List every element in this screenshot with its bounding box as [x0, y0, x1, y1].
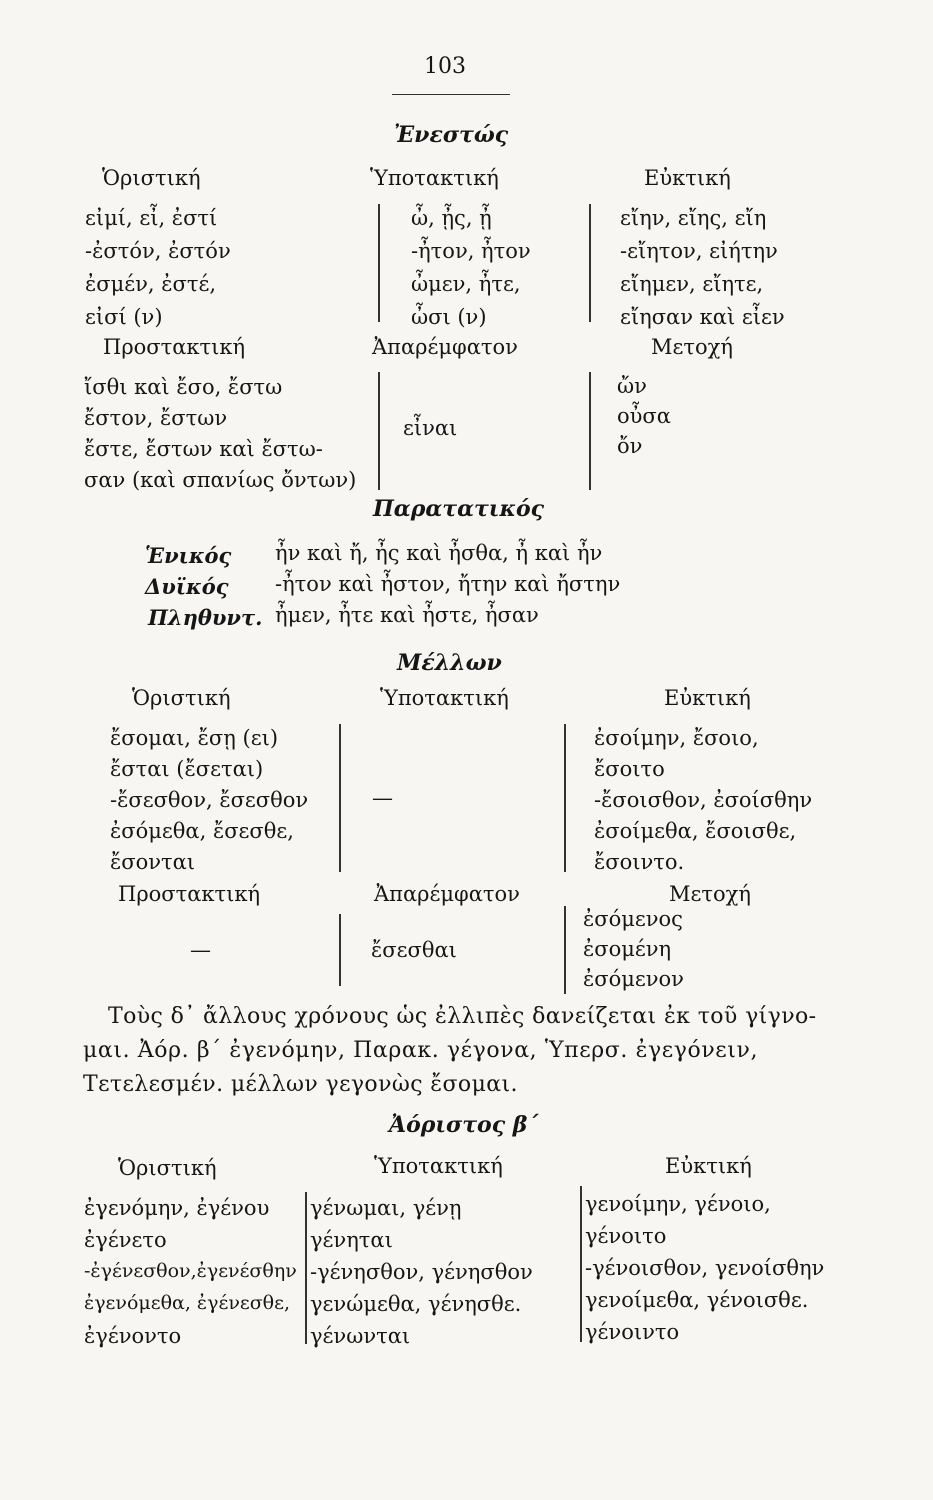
form-line: ἔσονται	[110, 850, 196, 874]
column-divider	[564, 724, 566, 872]
form-line: γένωμαι, γένῃ	[310, 1196, 462, 1220]
form-line: γένηται	[310, 1228, 393, 1252]
number-label-singular: Ἑνικός	[145, 543, 232, 568]
future-infinitive: ἔσεσθαι	[371, 938, 457, 962]
form-line: γένοιτο	[585, 1224, 667, 1248]
column-divider	[589, 372, 591, 490]
column-divider	[378, 372, 380, 490]
form-line: ἔστε, ἔστων καὶ ἔστω-	[84, 437, 323, 461]
imperfect-singular-forms: ἦν καὶ ἤ, ἦς καὶ ἦσθα, ἦ καὶ ἦν	[275, 541, 603, 565]
form-line: ὤν	[617, 374, 647, 398]
form-line: ὦμεν, ἦτε,	[411, 272, 521, 296]
form-line: εἴημεν, εἴητε,	[620, 272, 764, 296]
form-line: ἔστον, ἔστων	[84, 406, 228, 430]
form-line: ἐσοίμεθα, ἔσοισθε,	[594, 819, 797, 843]
form-line: ἐσμέν, ἐστέ,	[85, 272, 217, 296]
present-subjunctive-title: Ὑποτακτική	[370, 166, 499, 190]
form-line: -γένοισθον, γενοίσθην	[585, 1256, 825, 1280]
imperfect-plural-forms: ἦμεν, ἦτε καὶ ἦστε, ἦσαν	[275, 603, 539, 627]
paragraph-line: Τοὺς δ᾽ ἄλλους χρόνους ὡς ἐλλιπὲς δανείζεται ἐκ τοῦ γίγνο-	[108, 1004, 817, 1029]
column-divider	[378, 204, 380, 322]
form-line: ἔσομαι, ἔσῃ (ει)	[110, 726, 279, 750]
column-divider	[589, 204, 591, 322]
present-optative-title: Εὐκτική	[644, 166, 731, 190]
form-line: ἐγενόμεθα, ἐγένεσθε,	[84, 1292, 291, 1314]
form-line: ἔσται (ἔσεται)	[110, 757, 264, 781]
form-line: ἐσοίμην, ἔσοιο,	[594, 726, 759, 750]
form-line: -γένησθον, γένησθον	[310, 1260, 533, 1284]
number-label-plural: Πληθυντ.	[148, 605, 263, 630]
section-title-aorist: Ἀόριστος β´	[389, 1112, 539, 1138]
aorist-optative-title: Εὐκτική	[665, 1154, 752, 1178]
form-line: εἰμί, εἶ, ἐστί	[85, 206, 218, 230]
number-label-dual: Δυϊκός	[145, 574, 229, 599]
future-optative-title: Εὐκτική	[664, 686, 751, 710]
column-divider	[564, 906, 566, 994]
form-line: -ἦτον, ἦτον	[411, 239, 531, 263]
form-line: εἰσί (ν)	[85, 305, 163, 329]
form-line: ὦ, ᾖς, ᾖ	[411, 206, 492, 230]
form-line: ἐσομένη	[583, 937, 672, 961]
form-line: ἐσόμενον	[583, 967, 684, 991]
form-line: γένωνται	[310, 1324, 411, 1348]
form-line: -ἐγένεσθον,ἐγενέσθην	[84, 1260, 297, 1282]
form-line: ἔσοιτο	[594, 757, 665, 781]
future-infinitive-title: Ἀπαρέμφατον	[374, 882, 520, 906]
form-line: -ἔσεσθον, ἔσεσθον	[110, 788, 309, 812]
aorist-indicative-title: Ὁριστική	[118, 1156, 217, 1180]
future-participle-title: Μετοχή	[669, 882, 751, 906]
form-line: γενοίμην, γένοιο,	[585, 1192, 771, 1216]
future-subjunctive-dash: —	[372, 786, 393, 810]
form-line: ἐγένετο	[84, 1228, 167, 1252]
future-imperative-dash: —	[190, 938, 211, 962]
form-line: ὦσι (ν)	[411, 305, 487, 329]
paragraph-line: μαι. Ἀόρ. β´ ἐγενόμην, Παρακ. γέγονα, Ὑπερσ. ἐγεγόνειν,	[83, 1038, 759, 1063]
present-infinitive-title: Ἀπαρέμφατον	[372, 335, 518, 359]
form-line: -εἴητον, εἰήτην	[620, 239, 778, 263]
form-line: ἐσόμενος	[583, 907, 683, 931]
form-line: εἴησαν καὶ εἶεν	[620, 305, 785, 329]
form-line: ἔσοιντο.	[594, 850, 685, 874]
form-line: εἴην, εἴης, εἴη	[620, 206, 767, 230]
paragraph-line: Τετελεσμέν. μέλλων γεγονὼς ἔσομαι.	[83, 1072, 518, 1097]
form-line: ἴσθι καὶ ἔσο, ἔστω	[84, 375, 283, 399]
form-line: ὄν	[617, 434, 643, 458]
imperfect-dual-forms: -ἦτον καὶ ἦστον, ἤτην καὶ ἤστην	[275, 572, 621, 596]
form-line: ἐγένοντο	[84, 1324, 182, 1348]
future-subjunctive-title: Ὑποτακτική	[380, 686, 509, 710]
column-divider	[339, 914, 341, 986]
section-title-present: Ἐνεστώς	[394, 122, 509, 148]
page-number-rule	[392, 94, 510, 95]
section-title-imperfect: Παρατατικός	[373, 496, 545, 522]
present-indicative-title: Ὁριστική	[102, 166, 201, 190]
present-participle-title: Μετοχή	[651, 335, 733, 359]
form-line: οὖσα	[617, 404, 671, 428]
form-line: -ἔσοισθον, ἐσοίσθην	[594, 788, 813, 812]
form-line: -ἐστόν, ἐστόν	[85, 239, 231, 263]
section-title-future: Μέλλων	[397, 650, 502, 676]
present-infinitive: εἶναι	[403, 416, 458, 440]
future-imperative-title: Προστακτική	[118, 882, 261, 906]
form-line: ἐσόμεθα, ἔσεσθε,	[110, 819, 294, 843]
form-line: γενοίμεθα, γένοισθε.	[585, 1288, 809, 1312]
aorist-subjunctive-title: Ὑποτακτική	[374, 1154, 503, 1178]
future-indicative-title: Ὁριστική	[132, 686, 231, 710]
form-line: σαν (καὶ σπανίως ὄντων)	[84, 468, 357, 492]
page-number: 103	[424, 54, 466, 79]
column-divider	[580, 1186, 582, 1342]
form-line: γενώμεθα, γένησθε.	[310, 1292, 522, 1316]
form-line: γένοιντο	[585, 1320, 680, 1344]
column-divider	[305, 1192, 307, 1344]
column-divider	[339, 724, 341, 872]
present-imperative-title: Προστακτική	[103, 335, 246, 359]
form-line: ἐγενόμην, ἐγένου	[84, 1196, 270, 1220]
